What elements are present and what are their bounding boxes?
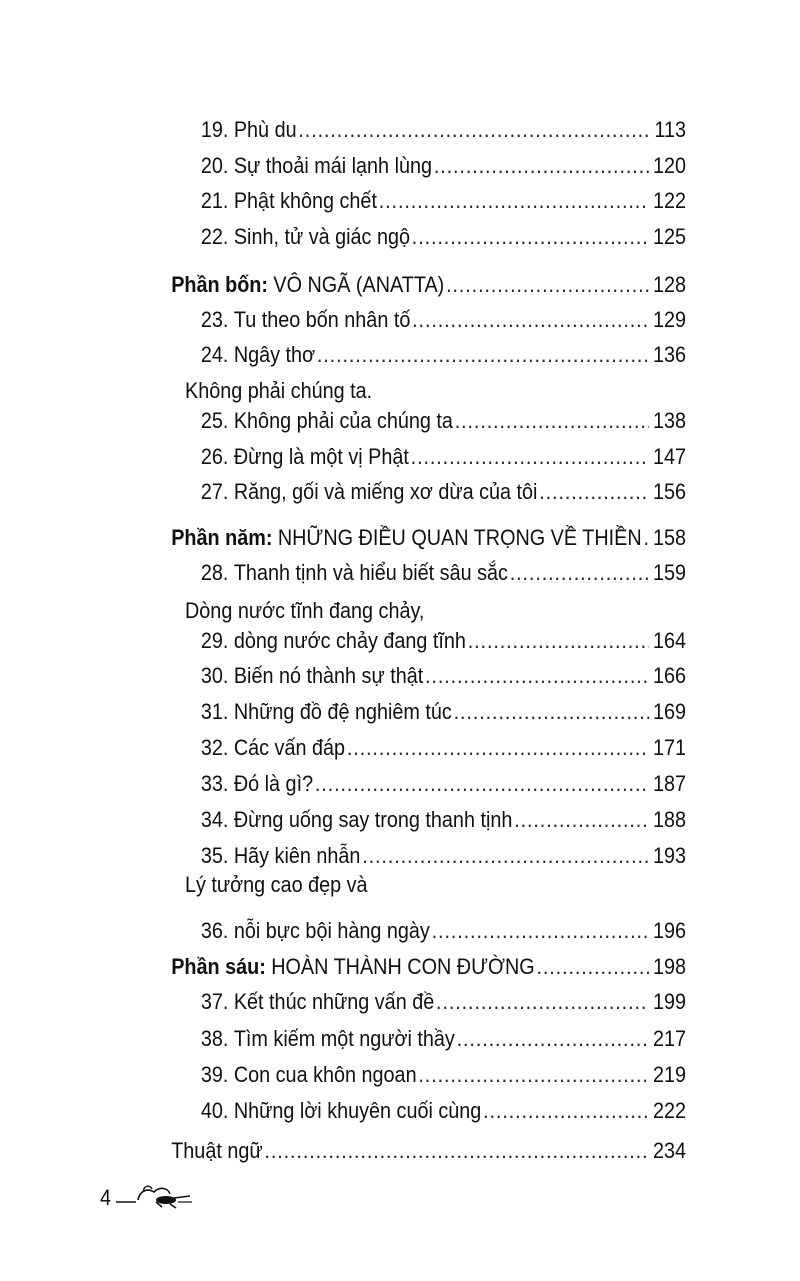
dot-leader bbox=[446, 271, 649, 299]
entry-title: Những đồ đệ nghiêm túc bbox=[233, 699, 452, 724]
entry-title: Những lời khuyên cuối cùng bbox=[233, 1098, 482, 1123]
entry-number: 38. bbox=[200, 1026, 229, 1051]
entry-title: Biến nó thành sự thật bbox=[233, 663, 424, 688]
page-footer bbox=[100, 1180, 220, 1216]
entry-title: Đừng uống say trong thanh tịnh bbox=[233, 807, 513, 832]
entry-title-line1: Dòng nước tĩnh đang chảy, bbox=[185, 598, 425, 623]
page-ref: 128 bbox=[652, 272, 686, 297]
toc-entry-row[interactable] bbox=[201, 341, 686, 369]
dot-leader bbox=[436, 988, 649, 1016]
toc-entry-row[interactable] bbox=[201, 734, 686, 762]
entry-title-line1: Không phải chúng ta. bbox=[185, 378, 373, 403]
toc-entry-row[interactable] bbox=[201, 662, 686, 690]
entry-title: Ngây thơ bbox=[233, 342, 316, 367]
entry-number: 39. bbox=[200, 1062, 229, 1087]
entry-title: Thanh tịnh và hiểu biết sâu sắc bbox=[233, 560, 508, 585]
dot-leader bbox=[432, 917, 650, 945]
toc-entry-row[interactable] bbox=[201, 988, 686, 1016]
entry-number: 34. bbox=[200, 807, 229, 832]
page-ref: 166 bbox=[652, 663, 686, 688]
entry-number: 21. bbox=[200, 188, 229, 213]
entry-number: 28. bbox=[200, 560, 229, 585]
dot-leader bbox=[412, 306, 649, 334]
dot-leader bbox=[643, 524, 649, 552]
dot-leader bbox=[483, 1097, 649, 1125]
toc-entry-row[interactable] bbox=[201, 1061, 686, 1089]
dot-leader bbox=[317, 341, 649, 369]
dot-leader bbox=[315, 770, 649, 798]
toc-entry-row[interactable] bbox=[201, 627, 686, 655]
toc-entry-row[interactable] bbox=[201, 223, 686, 251]
part-label: Phần năm: bbox=[171, 525, 273, 550]
entry-title: VÔ NGÃ (ANATTA) bbox=[273, 272, 445, 297]
toc-part-row[interactable] bbox=[171, 271, 686, 299]
entry-title: Tu theo bốn nhân tố bbox=[233, 307, 411, 332]
dot-leader bbox=[539, 478, 649, 506]
dot-leader bbox=[412, 223, 650, 251]
page-ref: 187 bbox=[652, 771, 686, 796]
dot-leader bbox=[379, 187, 650, 215]
entry-title-line1: Lý tưởng cao đẹp và bbox=[185, 872, 368, 897]
entry-title: Kết thúc những vấn đề bbox=[233, 989, 435, 1014]
toc-entry-row[interactable] bbox=[201, 698, 686, 726]
page-ref: 193 bbox=[652, 843, 686, 868]
entry-number: 33. bbox=[200, 771, 229, 796]
toc-part-row[interactable] bbox=[171, 524, 686, 552]
entry-number: 29. bbox=[200, 628, 229, 653]
toc-entry-row[interactable] bbox=[201, 559, 686, 587]
entry-title: Các vấn đáp bbox=[233, 735, 346, 760]
page-ref: 217 bbox=[652, 1026, 686, 1051]
page-ref: 129 bbox=[652, 307, 686, 332]
entry-number: 35. bbox=[200, 843, 229, 868]
page-ref: 196 bbox=[652, 918, 686, 943]
page-ref: 125 bbox=[652, 224, 686, 249]
entry-number: 30. bbox=[200, 663, 229, 688]
toc-entry-row[interactable] bbox=[201, 1097, 686, 1125]
entry-title: Răng, gối và miếng xơ dừa của tôi bbox=[233, 479, 538, 504]
entry-number: 22. bbox=[200, 224, 229, 249]
toc-entry-row[interactable] bbox=[201, 806, 686, 834]
part-label: Phần bốn: bbox=[171, 272, 268, 297]
page-ref: 156 bbox=[652, 479, 686, 504]
page-ref: 113 bbox=[654, 117, 686, 142]
entry-number: 31. bbox=[200, 699, 229, 724]
page-ref: 188 bbox=[652, 807, 686, 832]
page-ref: 234 bbox=[652, 1138, 686, 1163]
entry-title: NHỮNG ĐIỀU QUAN TRỌNG VỀ THIỀN bbox=[277, 525, 642, 550]
entry-number: 36. bbox=[200, 918, 229, 943]
dot-leader bbox=[510, 559, 650, 587]
toc-entry-row[interactable] bbox=[201, 443, 686, 471]
entry-number: 23. bbox=[200, 307, 229, 332]
page-ref: 171 bbox=[652, 735, 686, 760]
entry-title: HOÀN THÀNH CON ĐƯỜNG bbox=[271, 954, 535, 979]
entry-title: Tìm kiếm một người thầy bbox=[233, 1026, 455, 1051]
entry-number: 25. bbox=[200, 408, 229, 433]
entry-title: Hãy kiên nhẫn bbox=[233, 843, 361, 868]
entry-title: Phù du bbox=[233, 117, 297, 142]
entry-title: Sự thoải mái lạnh lùng bbox=[233, 153, 433, 178]
entry-title: Con cua khôn ngoan bbox=[233, 1062, 417, 1087]
entry-number: 27. bbox=[200, 479, 229, 504]
entry-title: Phật không chết bbox=[233, 188, 377, 213]
entry-title: nỗi bực bội hàng ngày bbox=[233, 918, 430, 943]
page-ref: 222 bbox=[652, 1098, 686, 1123]
toc-glossary-row[interactable] bbox=[171, 1137, 686, 1165]
page-ref: 136 bbox=[652, 342, 686, 367]
dot-leader bbox=[418, 1061, 649, 1089]
entry-number: 40. bbox=[200, 1098, 229, 1123]
dot-leader bbox=[457, 1025, 650, 1053]
toc-entry-row[interactable] bbox=[201, 478, 686, 506]
entry-number: 24. bbox=[200, 342, 229, 367]
page-ref: 120 bbox=[652, 153, 686, 178]
page-ref: 122 bbox=[652, 188, 686, 213]
dot-leader bbox=[362, 842, 649, 870]
page-ref: 199 bbox=[652, 989, 686, 1014]
entry-title: Sinh, tử và giác ngộ bbox=[233, 224, 410, 249]
dot-leader bbox=[425, 662, 649, 690]
dot-leader bbox=[411, 443, 650, 471]
entry-number: 37. bbox=[200, 989, 229, 1014]
entry-number: 20. bbox=[200, 153, 229, 178]
crab-ornament-icon bbox=[116, 1180, 196, 1210]
toc-part-row[interactable] bbox=[171, 953, 686, 981]
dot-leader bbox=[298, 116, 650, 144]
entry-title: Thuật ngữ bbox=[171, 1138, 263, 1163]
dot-leader bbox=[455, 407, 650, 435]
toc-entry-row[interactable] bbox=[201, 770, 686, 798]
dot-leader bbox=[347, 734, 650, 762]
entry-title: dòng nước chảy đang tĩnh bbox=[233, 628, 466, 653]
entry-number: 26. bbox=[200, 444, 229, 469]
dot-leader bbox=[468, 627, 650, 655]
page-ref: 198 bbox=[652, 954, 686, 979]
toc-entry-row[interactable] bbox=[201, 917, 686, 945]
dot-leader bbox=[536, 953, 649, 981]
page-ref: 159 bbox=[652, 560, 686, 585]
part-label: Phần sáu: bbox=[171, 954, 266, 979]
page-ref: 158 bbox=[652, 525, 686, 550]
dot-leader bbox=[434, 152, 650, 180]
dot-leader bbox=[454, 698, 650, 726]
dot-leader bbox=[264, 1137, 649, 1165]
entry-title: Đừng là một vị Phật bbox=[233, 444, 409, 469]
toc-entry-row[interactable] bbox=[201, 187, 686, 215]
page-number: 4 bbox=[100, 1185, 112, 1210]
toc-entry-row[interactable] bbox=[201, 407, 686, 435]
toc-entry-row[interactable] bbox=[201, 1025, 686, 1053]
page-ref: 219 bbox=[652, 1062, 686, 1087]
dot-leader bbox=[514, 806, 649, 834]
toc-entry-row[interactable] bbox=[201, 842, 686, 870]
page-ref: 169 bbox=[652, 699, 686, 724]
toc-entry-row[interactable] bbox=[201, 116, 686, 144]
entry-number: 19. bbox=[200, 117, 229, 142]
entry-title: Không phải của chúng ta bbox=[233, 408, 453, 433]
page-ref: 138 bbox=[652, 408, 686, 433]
entry-number: 32. bbox=[200, 735, 229, 760]
toc-entry-row[interactable] bbox=[201, 306, 686, 334]
page-ref: 147 bbox=[652, 444, 686, 469]
page-ref: 164 bbox=[652, 628, 686, 653]
entry-title: Đó là gì? bbox=[233, 771, 314, 796]
toc-entry-row[interactable] bbox=[201, 152, 686, 180]
